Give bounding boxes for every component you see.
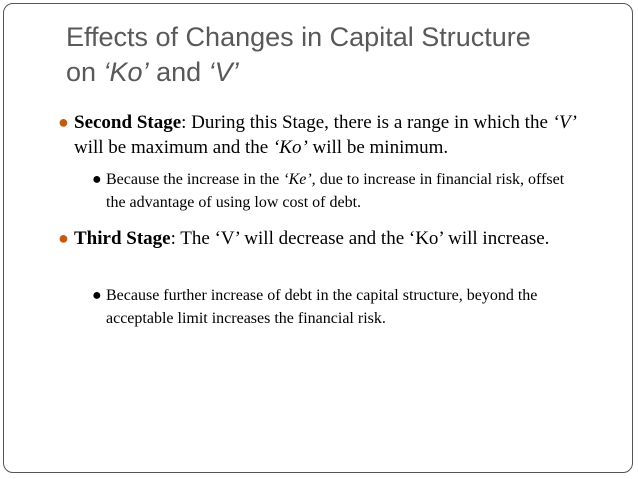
- second-sub-ke: ‘Ke’,: [283, 171, 316, 188]
- second-stage-text-a: : During this Stage, there is a range in which the: [181, 112, 553, 133]
- slide-title: [66, 20, 606, 90]
- title-v: ‘V’: [208, 57, 239, 87]
- orange-bullet-icon: ●: [58, 228, 69, 248]
- bullet-second-stage: [58, 110, 594, 160]
- title-and: and: [148, 57, 209, 87]
- title-line-1: Effects of Changes in Capital Structure: [66, 22, 531, 52]
- second-stage-v: ‘V’: [552, 112, 577, 133]
- bullet-third-stage: [58, 226, 594, 251]
- second-stage-ko: ‘Ko’: [272, 137, 308, 158]
- black-bullet-icon: ●: [92, 171, 102, 188]
- heading-second-stage: Second Stage: [74, 112, 182, 133]
- orange-bullet-icon: ●: [58, 112, 69, 132]
- second-stage-text-b: will be maximum and the: [74, 137, 273, 158]
- heading-third-stage: Third Stage: [74, 228, 171, 249]
- third-sub-text: Because further increase of debt in the capital structure, beyond the acceptable limit increases the financial risk.: [106, 287, 538, 327]
- sub-bullet-second-stage: [92, 168, 586, 214]
- black-bullet-icon: ●: [92, 287, 102, 304]
- second-sub-text-b: due to increase in financial risk, offset the advantage of using low cost of debt.: [106, 171, 565, 211]
- second-sub-text-a: Because the increase in the: [106, 171, 284, 188]
- second-stage-text-c: will be minimum.: [307, 137, 449, 158]
- title-ko: ‘Ko’: [103, 57, 149, 87]
- title-line-2-prefix: on: [66, 57, 104, 87]
- third-stage-text: : The ‘V’ will decrease and the ‘Ko’ will increase.: [170, 228, 550, 249]
- sub-bullet-third-stage: [92, 284, 586, 330]
